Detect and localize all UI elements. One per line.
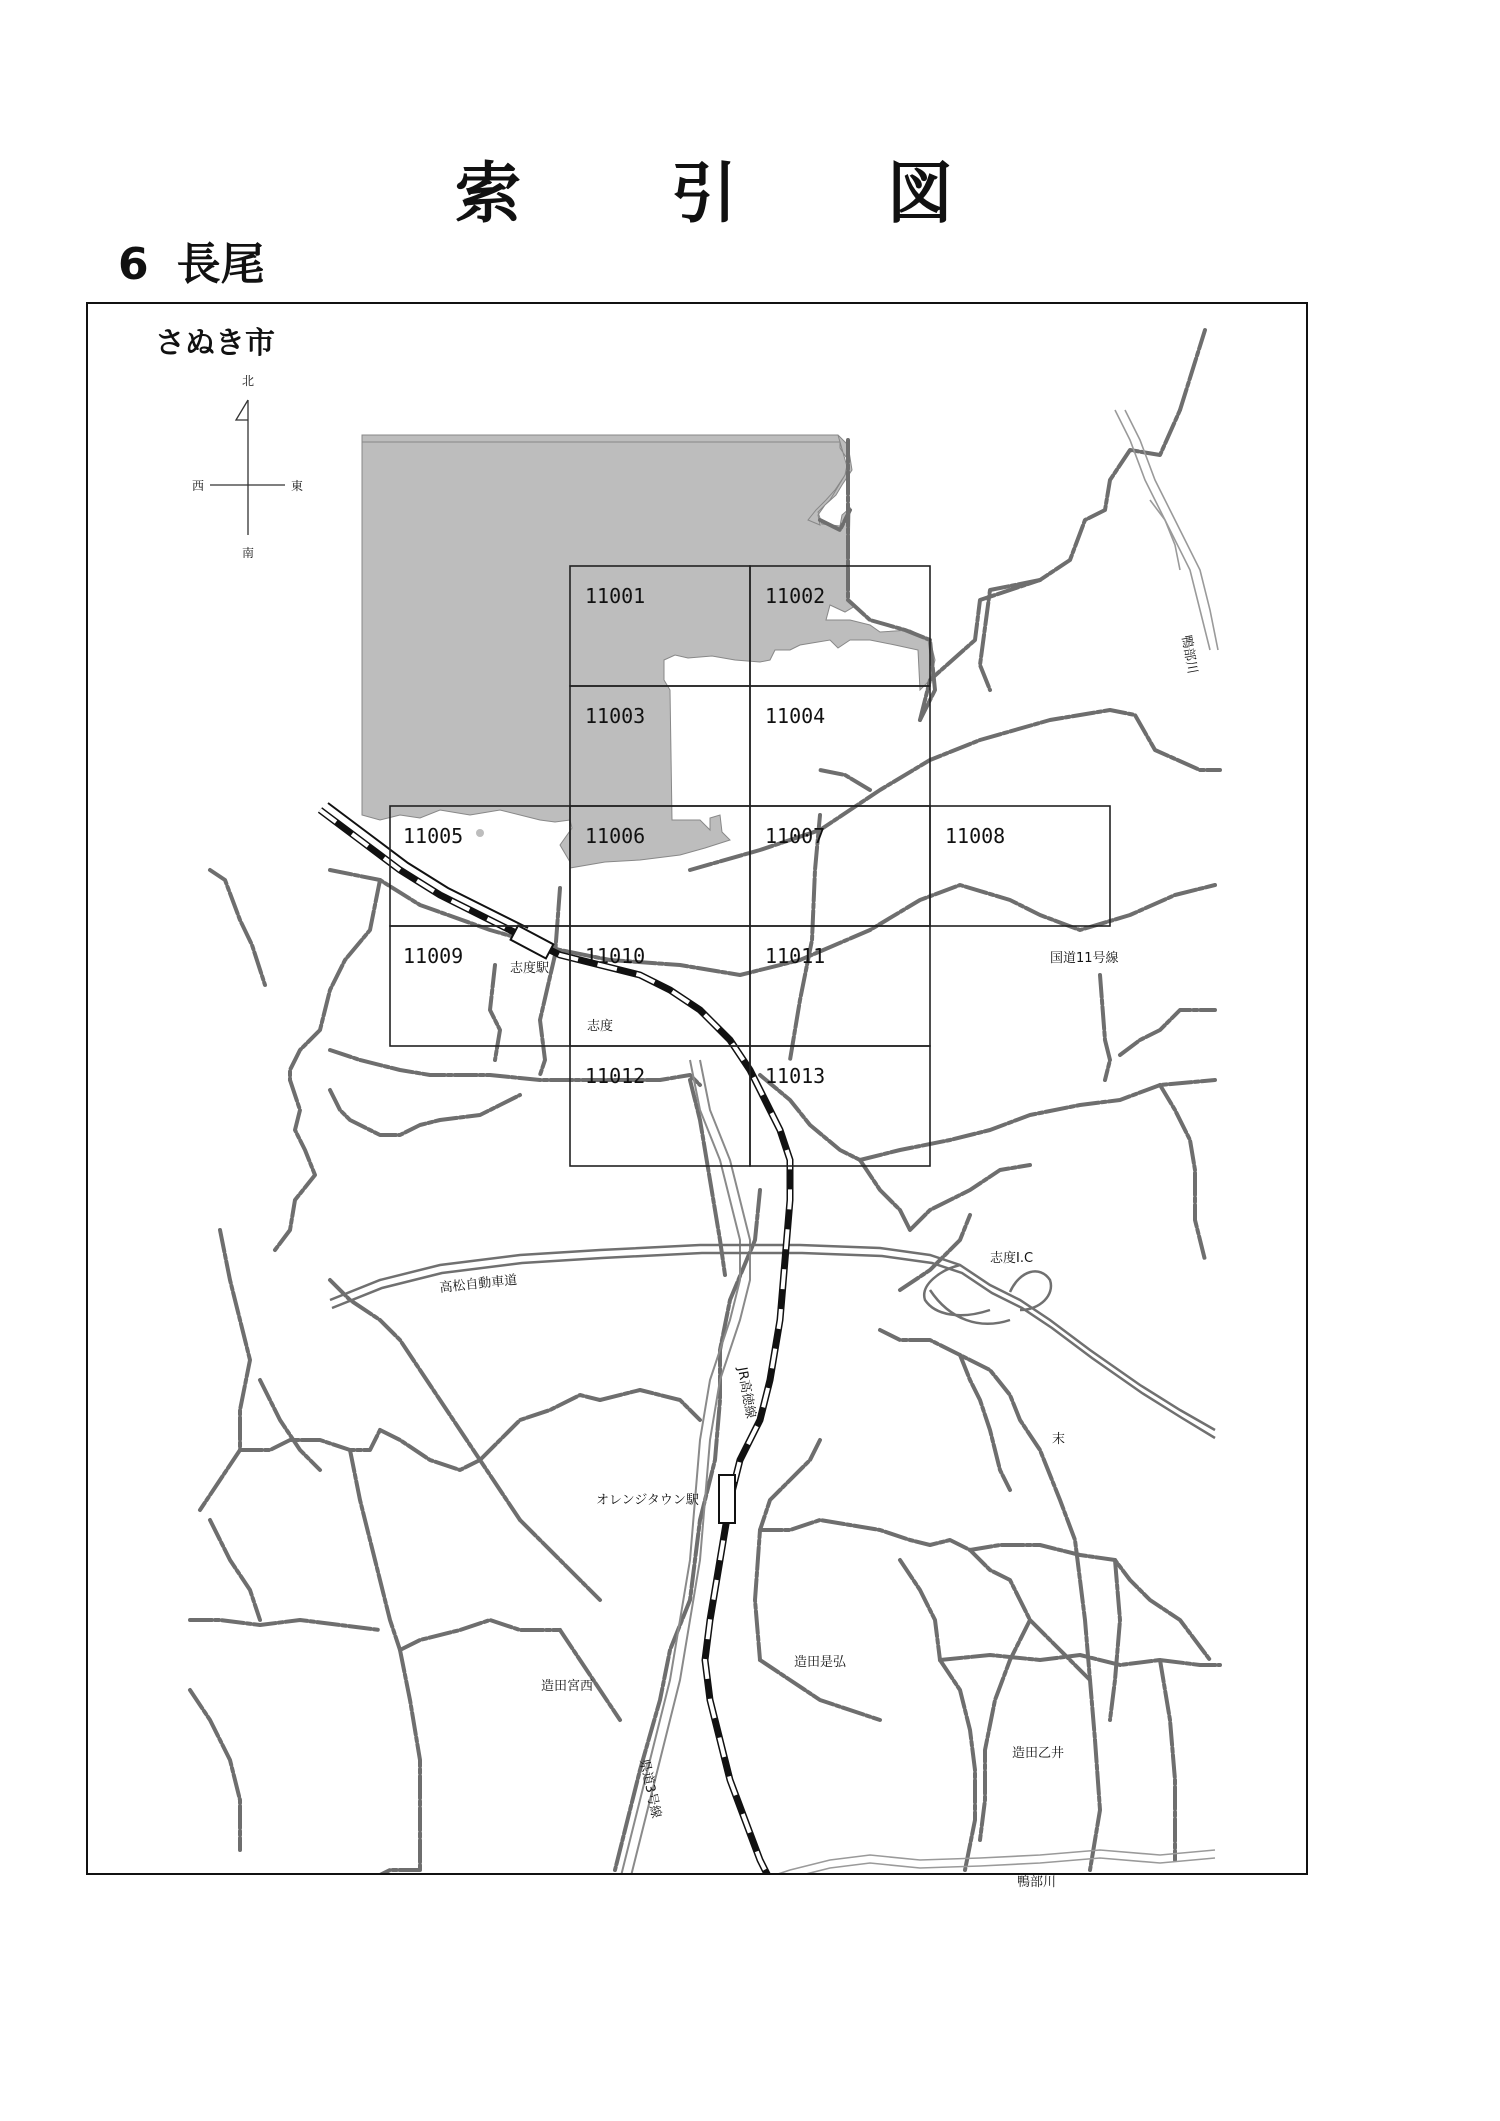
label-kamobe-river: 鴨部川 [1017, 1875, 1057, 1890]
title-char-3: 図 [887, 155, 953, 232]
tile-label-11003[interactable]: 11003 [585, 704, 646, 728]
shido-station-marker [511, 926, 554, 959]
section-number: 6 [118, 239, 149, 290]
label-expressway: 高松自動車道 [438, 1272, 519, 1296]
tile-label-11001[interactable]: 11001 [585, 584, 646, 608]
label-route11: 国道11号線 [1050, 951, 1119, 966]
compass-south: 南 [242, 546, 255, 560]
tile-label-11009[interactable]: 11009 [403, 944, 464, 968]
tile-label-11002[interactable]: 11002 [765, 584, 826, 608]
orange-town-station-marker [719, 1475, 735, 1523]
label-shido: 志度 [587, 1019, 614, 1034]
compass-west: 西 [192, 479, 205, 493]
label-prefectural-road-3: 県道3号線 [636, 1757, 664, 1820]
compass-north: 北 [242, 374, 255, 388]
tile-label-11013[interactable]: 11013 [765, 1064, 826, 1088]
label-jr-line: JR高徳線 [734, 1366, 758, 1420]
tile-label-11004[interactable]: 11004 [765, 704, 826, 728]
tile-label-11006[interactable]: 11006 [585, 824, 646, 848]
title-char-2: 引 [671, 155, 737, 232]
label-zoda-miyanishi: 造田宮西 [541, 1679, 594, 1694]
compass-east: 東 [291, 479, 304, 493]
label-zoda-otoi: 造田乙井 [1012, 1746, 1065, 1761]
section-name: 長尾 [176, 239, 265, 290]
river-south [760, 1850, 1215, 1888]
river-north-east [1115, 410, 1218, 650]
tile-label-11005[interactable]: 11005 [403, 824, 464, 848]
title-char-1: 索 [455, 155, 521, 232]
city-label: さぬき市 [155, 326, 275, 361]
prefectural-road-3 [620, 1060, 750, 1880]
label-kamobe-river-north: 鴨部川 [1178, 634, 1200, 676]
expressway-line [330, 1245, 1215, 1438]
label-higashi: 末 [1052, 1432, 1066, 1447]
label-orange-town-station: オレンジタウン駅 [596, 1493, 699, 1508]
compass-rose [210, 400, 285, 535]
tile-label-11012[interactable]: 11012 [585, 1064, 646, 1088]
tile-label-11011[interactable]: 11011 [765, 944, 826, 968]
label-shido-ic: 志度I.C [990, 1251, 1034, 1266]
tile-label-11007[interactable]: 11007 [765, 824, 826, 848]
label-shido-station: 志度駅 [510, 961, 550, 976]
label-zoda-korehiro: 造田是弘 [794, 1655, 847, 1670]
tile-label-11010[interactable]: 11010 [585, 944, 646, 968]
tile-label-11008[interactable]: 11008 [945, 824, 1006, 848]
